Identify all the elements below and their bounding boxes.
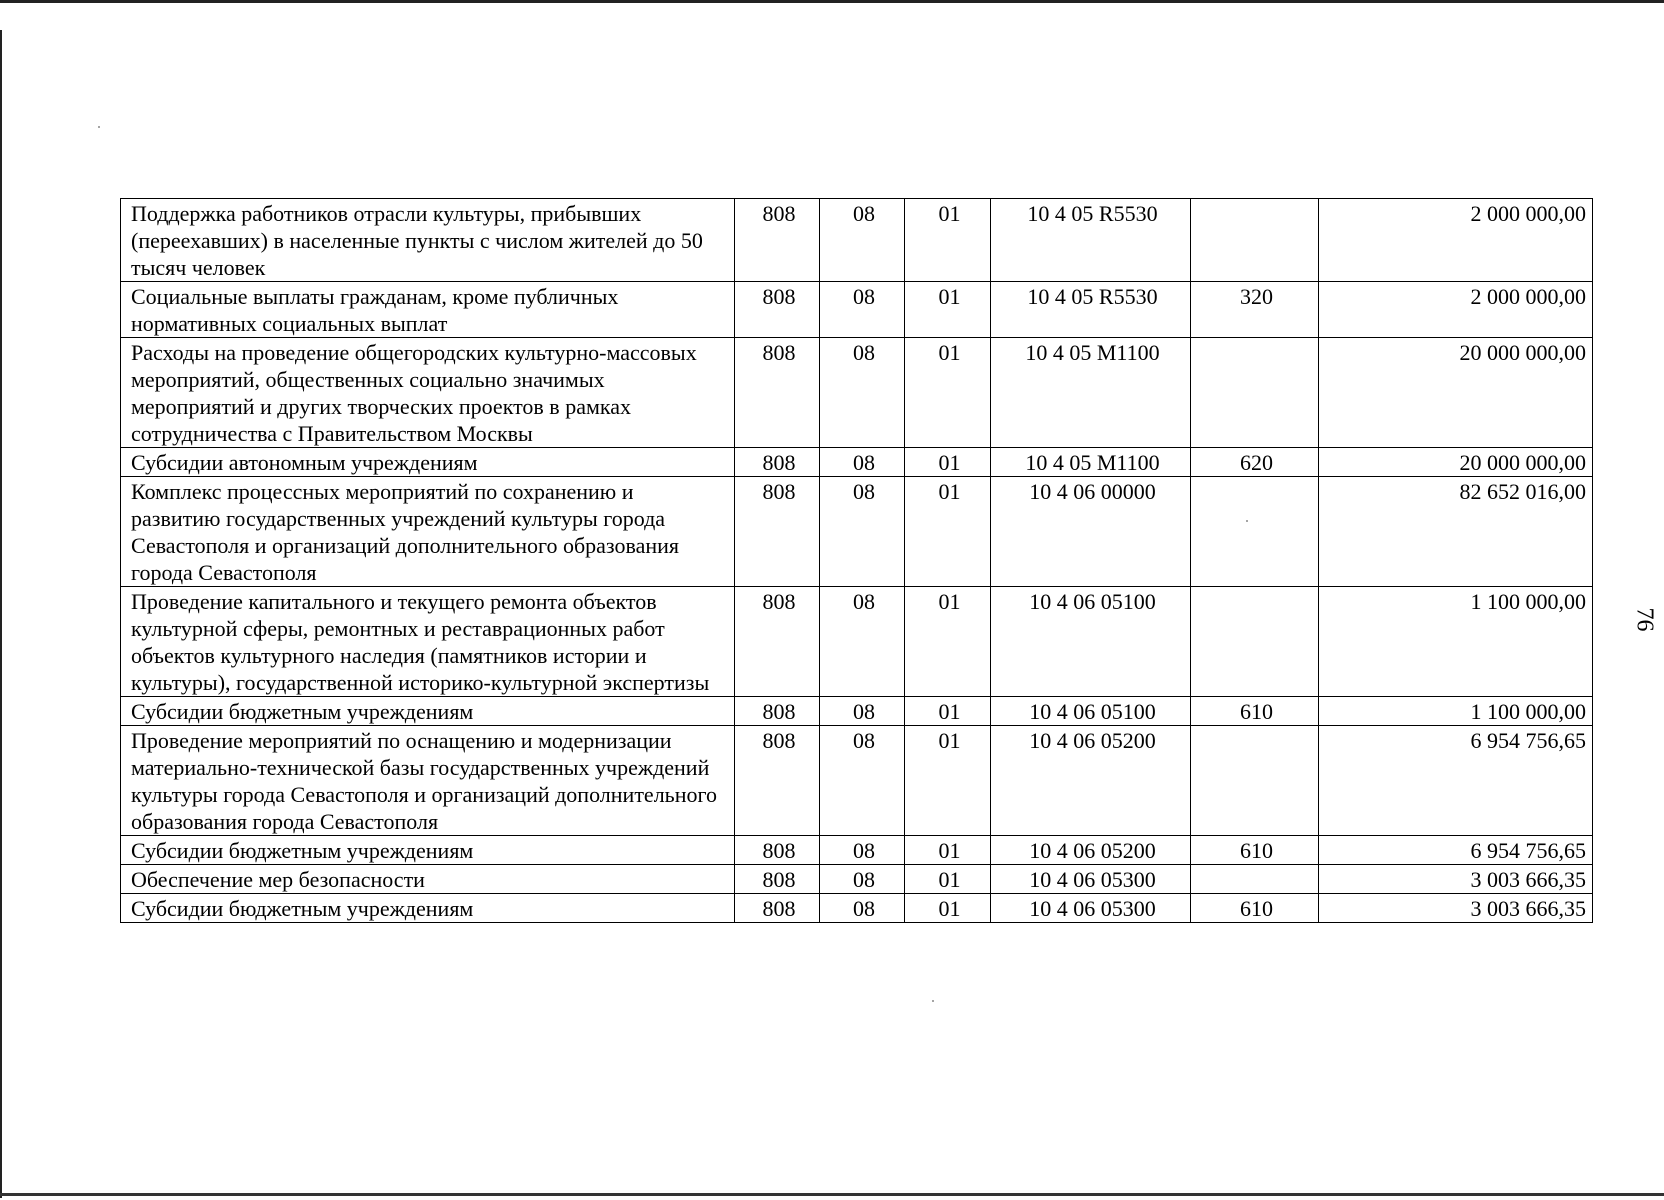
table-row bbox=[121, 726, 1593, 836]
cell-name: Субсидии бюджетным учреждениям bbox=[121, 836, 735, 865]
cell-grbs: 808 bbox=[735, 836, 820, 865]
cell-target-article: 10 4 05 M1100 bbox=[991, 448, 1191, 477]
cell-subsection: 01 bbox=[905, 199, 991, 282]
cell-name: Субсидии бюджетным учреждениям bbox=[121, 894, 735, 923]
cell-section: 08 bbox=[820, 282, 905, 338]
cell-grbs: 808 bbox=[735, 199, 820, 282]
table-row bbox=[121, 477, 1593, 587]
cell-expense-type: 320 bbox=[1191, 282, 1319, 338]
table-row bbox=[121, 338, 1593, 448]
cell-grbs: 808 bbox=[735, 865, 820, 894]
scan-edge-top bbox=[0, 0, 1664, 3]
cell-target-article: 10 4 05 M1100 bbox=[991, 338, 1191, 448]
cell-expense-type: 620 bbox=[1191, 448, 1319, 477]
cell-amount: 1 100 000,00 bbox=[1319, 697, 1593, 726]
cell-name: Субсидии бюджетным учреждениям bbox=[121, 697, 735, 726]
cell-name: Социальные выплаты гражданам, кроме публичных нормативных социальных выплат bbox=[121, 282, 735, 338]
table-row bbox=[121, 697, 1593, 726]
cell-amount: 6 954 756,65 bbox=[1319, 726, 1593, 836]
cell-amount: 2 000 000,00 bbox=[1319, 282, 1593, 338]
cell-expense-type bbox=[1191, 477, 1319, 587]
cell-name: Проведение капитального и текущего ремонта объектов культурной сферы, ремонтных и реставрационных работ объектов культурного наследия (памятников истории и культуры), государственной историко-культурной экспертизы bbox=[121, 587, 735, 697]
table-row bbox=[121, 199, 1593, 282]
cell-name: Комплекс процессных мероприятий по сохранению и развитию государственных учреждений культуры города Севастополя и организаций дополнительного образования города Севастополя bbox=[121, 477, 735, 587]
cell-expense-type bbox=[1191, 587, 1319, 697]
cell-amount: 3 003 666,35 bbox=[1319, 894, 1593, 923]
scan-edge-left bbox=[0, 30, 2, 1198]
budget-table-body bbox=[121, 199, 1593, 923]
cell-name: Проведение мероприятий по оснащению и модернизации материально-технической базы государственных учреждений культуры города Севастополя и организаций дополнительного образования города Севастополя bbox=[121, 726, 735, 836]
cell-section: 08 bbox=[820, 726, 905, 836]
table-row bbox=[121, 282, 1593, 338]
cell-grbs: 808 bbox=[735, 697, 820, 726]
cell-subsection: 01 bbox=[905, 697, 991, 726]
cell-target-article: 10 4 05 R5530 bbox=[991, 199, 1191, 282]
table-row bbox=[121, 587, 1593, 697]
cell-name: Расходы на проведение общегородских культурно-массовых мероприятий, общественных социально значимых мероприятий и других творческих проектов в рамках сотрудничества с Правительством Москвы bbox=[121, 338, 735, 448]
cell-section: 08 bbox=[820, 338, 905, 448]
cell-grbs: 808 bbox=[735, 448, 820, 477]
cell-amount: 3 003 666,35 bbox=[1319, 865, 1593, 894]
cell-subsection: 01 bbox=[905, 587, 991, 697]
table-row bbox=[121, 836, 1593, 865]
cell-subsection: 01 bbox=[905, 894, 991, 923]
cell-section: 08 bbox=[820, 697, 905, 726]
cell-amount: 20 000 000,00 bbox=[1319, 338, 1593, 448]
cell-amount: 82 652 016,00 bbox=[1319, 477, 1593, 587]
cell-target-article: 10 4 06 05100 bbox=[991, 587, 1191, 697]
cell-grbs: 808 bbox=[735, 894, 820, 923]
cell-target-article: 10 4 06 05200 bbox=[991, 836, 1191, 865]
cell-grbs: 808 bbox=[735, 282, 820, 338]
scan-speck bbox=[98, 126, 100, 128]
cell-expense-type: 610 bbox=[1191, 894, 1319, 923]
cell-amount: 6 954 756,65 bbox=[1319, 836, 1593, 865]
budget-table bbox=[120, 198, 1593, 923]
cell-grbs: 808 bbox=[735, 587, 820, 697]
page-number: 76 bbox=[1631, 607, 1658, 632]
cell-section: 08 bbox=[820, 865, 905, 894]
scan-speck bbox=[932, 1000, 934, 1002]
cell-subsection: 01 bbox=[905, 338, 991, 448]
cell-target-article: 10 4 06 05300 bbox=[991, 865, 1191, 894]
cell-grbs: 808 bbox=[735, 726, 820, 836]
cell-subsection: 01 bbox=[905, 865, 991, 894]
cell-section: 08 bbox=[820, 477, 905, 587]
cell-expense-type: 610 bbox=[1191, 697, 1319, 726]
cell-expense-type bbox=[1191, 726, 1319, 836]
cell-expense-type bbox=[1191, 338, 1319, 448]
cell-expense-type bbox=[1191, 199, 1319, 282]
cell-amount: 20 000 000,00 bbox=[1319, 448, 1593, 477]
cell-expense-type bbox=[1191, 865, 1319, 894]
cell-section: 08 bbox=[820, 836, 905, 865]
cell-target-article: 10 4 06 05100 bbox=[991, 697, 1191, 726]
cell-target-article: 10 4 06 05200 bbox=[991, 726, 1191, 836]
cell-section: 08 bbox=[820, 587, 905, 697]
cell-subsection: 01 bbox=[905, 836, 991, 865]
cell-section: 08 bbox=[820, 894, 905, 923]
cell-subsection: 01 bbox=[905, 282, 991, 338]
table-row bbox=[121, 865, 1593, 894]
cell-grbs: 808 bbox=[735, 477, 820, 587]
cell-section: 08 bbox=[820, 199, 905, 282]
cell-amount: 2 000 000,00 bbox=[1319, 199, 1593, 282]
cell-subsection: 01 bbox=[905, 726, 991, 836]
table-row bbox=[121, 448, 1593, 477]
cell-subsection: 01 bbox=[905, 448, 991, 477]
cell-expense-type: 610 bbox=[1191, 836, 1319, 865]
cell-name: Обеспечение мер безопасности bbox=[121, 865, 735, 894]
cell-grbs: 808 bbox=[735, 338, 820, 448]
table-row bbox=[121, 894, 1593, 923]
cell-section: 08 bbox=[820, 448, 905, 477]
cell-amount: 1 100 000,00 bbox=[1319, 587, 1593, 697]
cell-target-article: 10 4 06 05300 bbox=[991, 894, 1191, 923]
cell-target-article: 10 4 05 R5530 bbox=[991, 282, 1191, 338]
scan-edge-bottom bbox=[0, 1193, 1664, 1196]
cell-target-article: 10 4 06 00000 bbox=[991, 477, 1191, 587]
cell-name: Субсидии автономным учреждениям bbox=[121, 448, 735, 477]
cell-name: Поддержка работников отрасли культуры, прибывших (переехавших) в населенные пункты с числом жителей до 50 тысяч человек bbox=[121, 199, 735, 282]
cell-subsection: 01 bbox=[905, 477, 991, 587]
